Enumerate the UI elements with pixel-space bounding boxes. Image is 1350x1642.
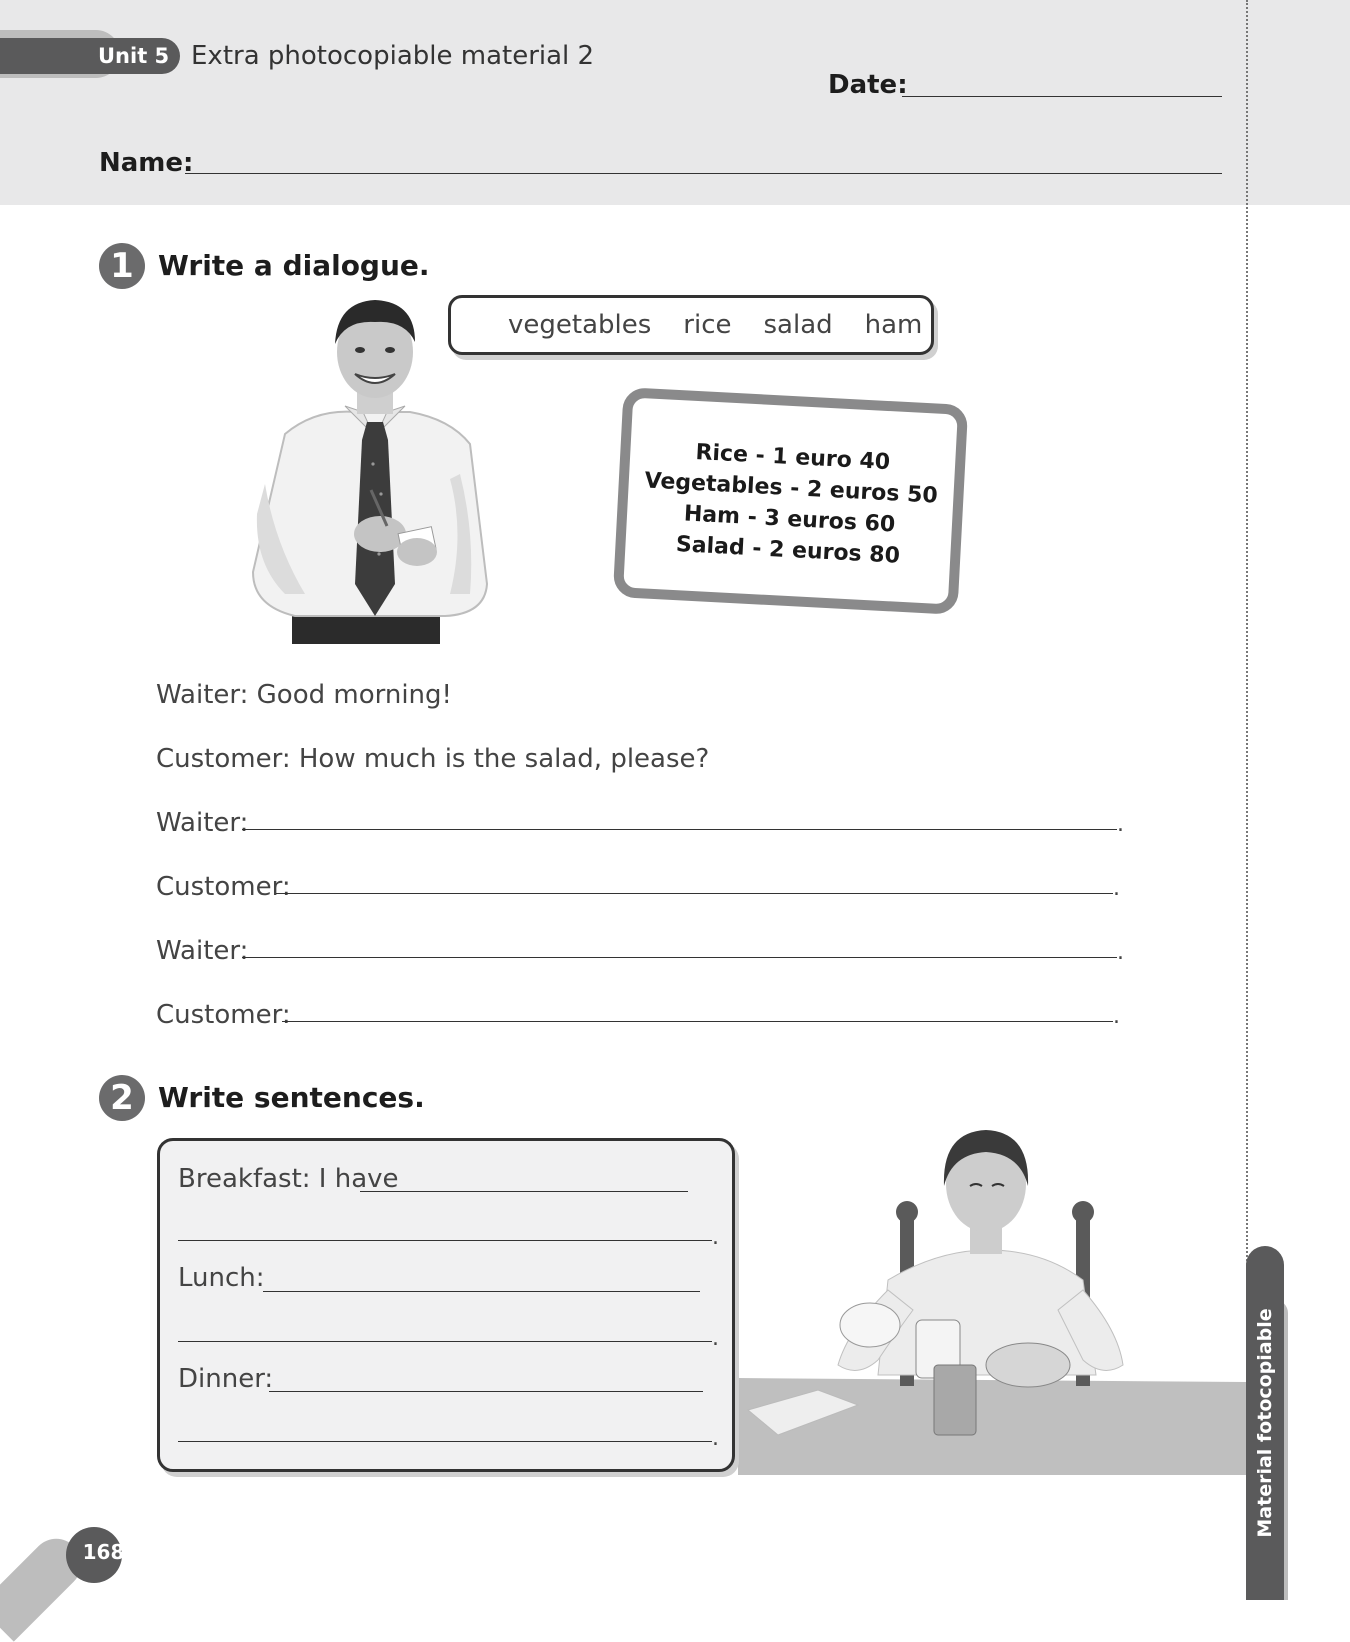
- price-menu-board: [613, 387, 969, 615]
- word-bank: [448, 295, 934, 355]
- dialogue-answer-4[interactable]: [282, 1021, 1113, 1022]
- lunch-label: Lunch:: [178, 1263, 265, 1293]
- dialogue-line-5-label: Waiter:: [156, 936, 249, 966]
- menu-item: Rice - 1 euro 40: [694, 439, 891, 476]
- page-number: 168: [82, 1540, 125, 1564]
- dinner-answer-line-1[interactable]: [269, 1391, 703, 1392]
- full-stop: .: [712, 1426, 719, 1451]
- full-stop: .: [1113, 876, 1120, 901]
- header-band: [0, 0, 1350, 205]
- word-bank-item: rice: [683, 310, 732, 340]
- date-field[interactable]: [902, 96, 1222, 97]
- menu-item: Ham - 3 euros 60: [683, 501, 896, 538]
- exercise-1-title: Write a dialogue.: [158, 249, 430, 282]
- dialogue-answer-2[interactable]: [276, 893, 1113, 894]
- dinner-label: Dinner:: [178, 1364, 274, 1394]
- exercise-2-title: Write sentences.: [158, 1081, 425, 1114]
- unit-label: Unit 5: [98, 44, 170, 68]
- dialogue-line-2: Customer: How much is the salad, please?: [156, 744, 710, 774]
- page-subtitle: Extra photocopiable material 2: [191, 41, 595, 71]
- lunch-answer-line-2[interactable]: [178, 1341, 712, 1342]
- sentences-box: [157, 1138, 735, 1472]
- breakfast-answer-line-2[interactable]: [178, 1240, 712, 1241]
- name-label: Name:: [99, 148, 194, 178]
- girl-breakfast-photo: [738, 1120, 1246, 1475]
- word-bank-item: vegetables: [508, 310, 652, 340]
- dialogue-line-3-label: Waiter:: [156, 808, 249, 838]
- full-stop: .: [1117, 940, 1124, 965]
- menu-item: Salad - 2 euros 80: [675, 532, 901, 569]
- dialogue-line-4-label: Customer:: [156, 872, 291, 902]
- full-stop: .: [712, 1326, 719, 1351]
- word-bank-item: ham: [864, 310, 923, 340]
- full-stop: .: [1117, 812, 1124, 837]
- full-stop: .: [1113, 1004, 1120, 1029]
- breakfast-label: Breakfast: I have: [178, 1164, 399, 1194]
- dialogue-line-6-label: Customer:: [156, 1000, 291, 1030]
- date-label: Date:: [828, 70, 908, 100]
- dialogue-answer-1[interactable]: [242, 829, 1117, 830]
- full-stop: .: [712, 1225, 719, 1250]
- breakfast-answer-line-1[interactable]: [360, 1191, 688, 1192]
- side-tab-label: Material fotocopiable: [1254, 1308, 1276, 1538]
- name-field[interactable]: [185, 173, 1222, 174]
- menu-item: Vegetables - 2 euros 50: [643, 468, 939, 509]
- exercise-2-number: 2: [99, 1075, 145, 1121]
- dialogue-line-1: Waiter: Good morning!: [156, 680, 452, 710]
- dialogue-answer-3[interactable]: [242, 957, 1117, 958]
- word-bank-item: salad: [763, 310, 833, 340]
- lunch-answer-line-1[interactable]: [263, 1291, 700, 1292]
- dinner-answer-line-2[interactable]: [178, 1441, 712, 1442]
- exercise-1-number: 1: [99, 243, 145, 289]
